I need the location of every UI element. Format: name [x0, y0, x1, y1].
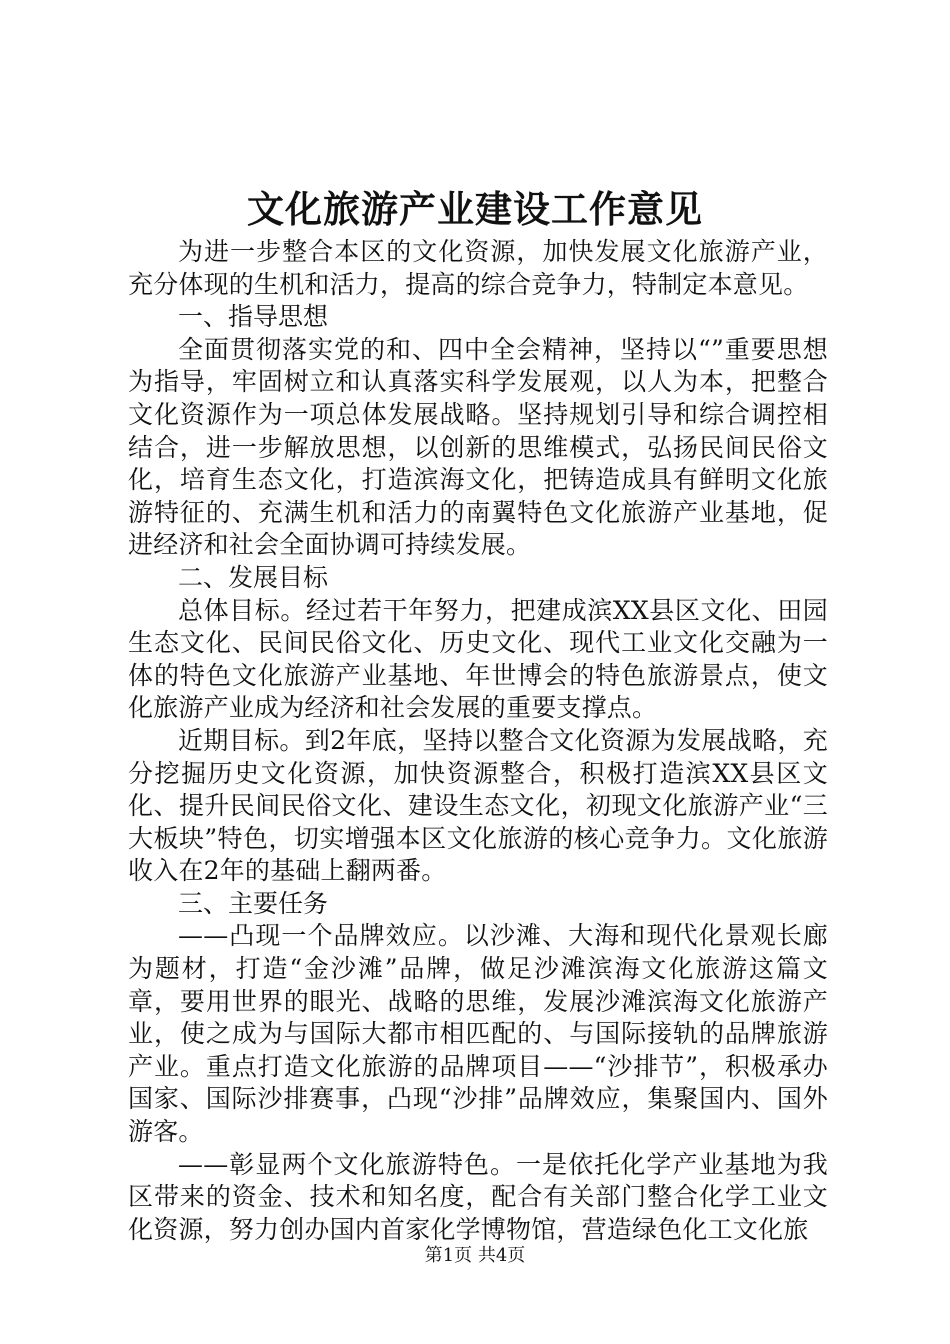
near-term-goal-paragraph: 近期目标。到2年底，坚持以整合文化资源为发展战略，充分挖掘历史文化资源，加快资源整合，积极打造滨XX县区文化、提升民间民俗文化、建设生态文化，初现文化旅游产业“三大板块”特色，切实增强本区文化旅游的核心竞争力。文化旅游收入在2年的基础上翻两番。 [128, 725, 828, 886]
brand-effect-paragraph: ——凸现一个品牌效应。以沙滩、大海和现代化景观长廊为题材，打造“金沙滩”品牌，做足沙滩滨海文化旅游这篇文章，要用世界的眼光、战略的思维，发展沙滩滨海文化旅游产业，使之成为与国际大都市相匹配的、与国际接轨的品牌旅游产业。重点打造文化旅游的品牌项目——“沙排节”，积极承办国家、国际沙排赛事，凸现“沙排”品牌效应，集聚国内、国外游客。 [128, 921, 828, 1147]
document-title: 文化旅游产业建设工作意见 [247, 187, 703, 231]
document-body [128, 236, 828, 1246]
two-features-paragraph: ——彰显两个文化旅游特色。一是依托化学产业基地为我区带来的资金、技术和知名度，配合有关部门整合化学工业文化资源，努力创办国内首家化学博物馆，营造绿色化工文化旅 [128, 1149, 828, 1244]
guiding-ideology-paragraph: 全面贯彻落实党的和、四中全会精神，坚持以“”重要思想为指导，牢固树立和认真落实科学发展观，以人为本，把整合文化资源作为一项总体发展战略。坚持规划引导和综合调控相结合，进一步解放思想，以创新的思维模式，弘扬民间民俗文化，培育生态文化，打造滨海文化，把铸造成具有鲜明文化旅游特征的、充满生机和活力的南翼特色文化旅游产业基地，促进经济和社会全面协调可持续发展。 [128, 334, 828, 560]
section-heading-development-goals: 二、发展目标 [178, 562, 329, 592]
section-heading-main-tasks: 三、主要任务 [178, 888, 329, 918]
intro-paragraph: 为进一步整合本区的文化资源，加快发展文化旅游产业，充分体现的生机和活力，提高的综合竞争力，特制定本意见。 [128, 237, 828, 299]
page-footer: 第1页 共4页 [424, 1245, 526, 1266]
section-heading-guiding-ideology: 一、指导思想 [178, 302, 329, 332]
overall-goal-paragraph: 总体目标。经过若干年努力，把建成滨XX县区文化、田园生态文化、民间民俗文化、历史文化、现代工业文化交融为一体的特色文化旅游产业基地、年世博会的特色旅游景点，使文化旅游产业成为经济和社会发展的重要支撑点。 [128, 595, 828, 723]
